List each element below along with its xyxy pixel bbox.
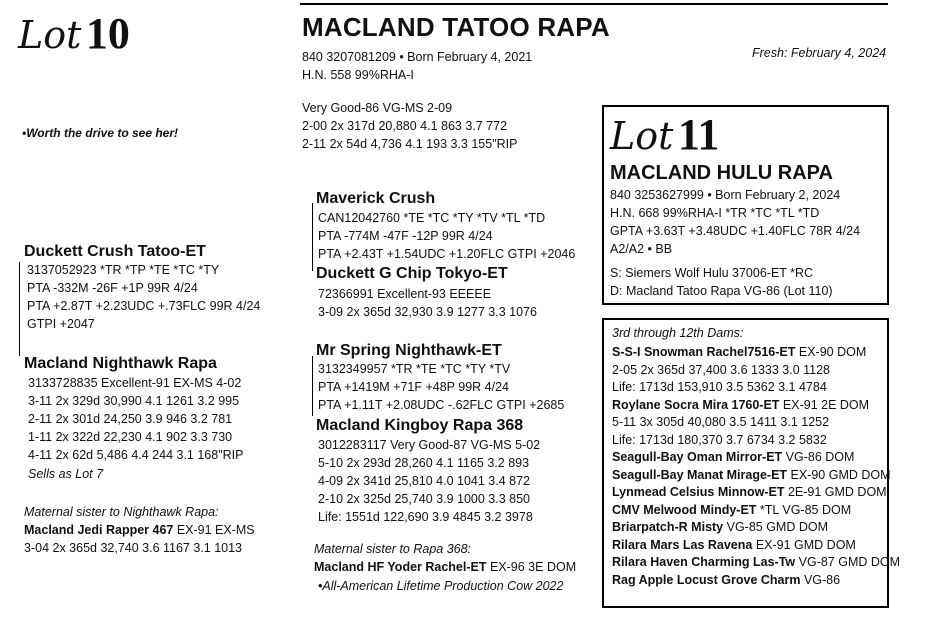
maternal-granddam-line: 3012283117 Very Good-87 VG-MS 5-02 [318,438,541,452]
dam-row-detail: VG-86 DOM [782,450,855,464]
dam-row [612,362,900,380]
lot-11-dam: D: Macland Tatoo Rapa VG-86 (Lot 110) [610,284,833,298]
lot-10-id-line: 840 3207081209 • Born February 4, 2021 [302,50,533,64]
maternal-grandsire-name: Mr Spring Nighthawk-ET [316,342,502,359]
lot-10-record-1: 2-00 2x 317d 20,880 4.1 863 3.7 772 [302,119,508,133]
maternal-granddam-line: 2-10 2x 325d 25,740 3.9 1000 3.3 850 [318,492,530,506]
lot-10-label [18,8,130,59]
dam-row-detail: 2-05 2x 365d 37,400 3.6 1333 3.0 1128 [612,362,831,377]
award-note: •All-American Lifetime Production Cow 2022 [318,579,564,593]
grandsire-line: PTA +2.43T +1.54UDC +1.20FLC GTPI +2046 [318,247,576,261]
fresh-date: Fresh: February 4, 2024 [752,46,887,60]
dam-row-detail: Life: 1713d 153,910 3.5 5362 3.1 4784 [612,380,827,394]
middle-maternal-sister-name: Macland HF Yoder Rachel-ET [314,560,487,574]
dam-row-name: CMV Melwood Mindy-ET [612,502,757,517]
tagline: •Worth the drive to see her! [22,126,179,140]
lot-11-line: A2/A2 • BB [610,242,673,256]
dam-row-detail: VG-87 GMD DOM [795,555,901,569]
maternal-granddam-line: 5-10 2x 293d 28,260 4.1 1165 3.2 893 [318,456,530,470]
dam-row-name: S-S-I Snowman Rachel7516-ET [612,345,796,359]
dams-heading: 3rd through 12th Dams: [612,326,744,340]
pedigree-bracket [19,262,20,356]
lot-11-label [610,109,719,160]
granddam-line: 72366991 Excellent-93 EEEEE [318,287,492,301]
dam-row-detail: *TL VG-85 DOM [756,502,852,517]
dam-row [612,519,900,537]
dam-line: 2-11 2x 301d 24,250 3.9 946 3.2 781 [28,412,233,426]
dam-row-detail: EX-91 2E DOM [779,397,870,412]
maternal-grandsire-line: PTA +1.11T +2.08UDC -.62FLC GTPI +2685 [318,398,565,412]
dam-row-detail: 2E-91 GMD DOM [784,485,887,499]
grandsire-line: PTA -774M -47F -12P 99R 4/24 [318,229,493,243]
dam-row-name: Briarpatch-R Misty [612,520,724,534]
sire-line: GTPI +2047 [27,317,95,331]
dam-row-detail: 5-11 3x 305d 40,080 3.5 1411 3.1 1252 [612,415,830,429]
lot-10-cow-name: MACLAND TATOO RAPA [302,12,610,42]
dam-row-name: Rilara Mars Las Ravena [612,537,753,552]
dam-row-detail: VG-85 GMD DOM [723,520,829,534]
dam-row [612,397,900,415]
pedigree-bracket [312,203,313,271]
granddam-name: Duckett G Chip Tokyo-ET [316,265,508,282]
dam-row-name: Seagull-Bay Manat Mirage-ET [612,467,788,482]
lot-11-line: 840 3253627999 • Born February 2, 2024 [610,188,841,202]
dam-row [612,502,900,520]
dam-row [612,432,900,450]
dam-row-detail: VG-86 [800,572,841,587]
lot-10-record-2: 2-11 2x 54d 4,736 4.1 193 3.3 155"RIP [302,137,518,151]
maternal-sister [24,522,255,540]
grandsire-name: Maverick Crush [316,190,436,207]
sire-line: PTA +2.87T +2.23UDC +.73FLC 99R 4/24 [27,299,261,313]
lot-number: 10 [85,9,130,58]
sire-name: Duckett Crush Tatoo-ET [24,243,206,260]
pedigree-bracket [312,356,313,416]
dam-row [612,554,900,572]
dam-row [612,344,900,362]
sire-line: PTA -332M -26F +1P 99R 4/24 [27,281,198,295]
dam-row-name: Rag Apple Locust Grove Charm [612,572,801,587]
dam-line: 3-11 2x 329d 30,990 4.1 1261 3.2 995 [28,394,240,408]
lot-10-classification: Very Good-86 VG-MS 2-09 [302,101,453,115]
sold-note: Sells as Lot 7 [28,467,104,481]
dam-row-detail: EX-90 GMD DOM [787,467,891,482]
lot-11-sire: S: Siemers Wolf Hulu 37006-ET *RC [610,266,814,280]
lot-word: Lot [610,114,674,158]
dam-line: 1-11 2x 322d 22,230 4.1 902 3.3 730 [28,430,233,444]
dam-line: 3133728835 Excellent-91 EX-MS 4-02 [28,376,242,390]
dam-row [612,484,900,502]
dam-row-detail: EX-90 DOM [795,345,867,359]
dam-row [612,572,900,590]
top-rule [300,3,888,5]
maternal-sister-record: 3-04 2x 365d 32,740 3.6 1167 3.1 1013 [24,541,243,555]
dam-row [612,449,900,467]
dam-row-name: Seagull-Bay Oman Mirror-ET [612,450,783,464]
dam-row-detail: EX-91 GMD DOM [752,537,856,552]
middle-maternal-sister-class: EX-96 3E DOM [486,560,577,574]
lot-11-cow-name: MACLAND HULU RAPA [610,162,833,184]
dam-row-name: Roylane Socra Mira 1760-ET [612,397,780,412]
maternal-granddam-line: Life: 1551d 122,690 3.9 4845 3.2 3978 [318,510,533,524]
middle-maternal-sister [314,559,576,577]
dam-row-name: Lynmead Celsius Minnow-ET [612,485,785,499]
dam-row [612,467,900,485]
dam-row-name: Rilara Haven Charming Las-Tw [612,555,796,569]
grandsire-line: CAN12042760 *TE *TC *TY *TV *TL *TD [318,211,546,225]
lot-number: 11 [677,110,720,159]
sire-line: 3137052923 *TR *TP *TE *TC *TY [27,263,220,277]
lot-11-line: H.N. 668 99%RHA-I *TR *TC *TL *TD [610,206,820,220]
lot-10-hn-line: H.N. 558 99%RHA-I [302,68,414,82]
dam-name: Macland Nighthawk Rapa [24,355,217,372]
maternal-granddam-line: 4-09 2x 341d 25,810 4.0 1041 3.4 872 [318,474,530,488]
maternal-grandsire-line: 3132349957 *TR *TE *TC *TY *TV [318,362,511,376]
dam-line: 4-11 2x 62d 5,486 4.4 244 3.1 168"RIP [28,448,244,462]
maternal-sister-class: EX-91 EX-MS [173,523,255,537]
dam-row [612,414,900,432]
granddam-line: 3-09 2x 365d 32,930 3.9 1277 3.3 1076 [318,305,537,319]
maternal-grandsire-line: PTA +1419M +71F +48P 99R 4/24 [318,380,509,394]
lot-11-line: GPTA +3.63T +3.48UDC +1.40FLC 78R 4/24 [610,224,861,238]
dams-box [602,318,901,608]
maternal-sister-name: Macland Jedi Rapper 467 [24,523,174,537]
dam-row [612,537,900,555]
middle-maternal-note: Maternal sister to Rapa 368: [314,542,472,556]
lot-word: Lot [18,13,82,57]
maternal-granddam-name: Macland Kingboy Rapa 368 [316,417,524,434]
dam-row [612,379,900,397]
maternal-note: Maternal sister to Nighthawk Rapa: [24,505,219,519]
dams-list [612,344,900,589]
lot-11-box [602,105,889,305]
dam-row-detail: Life: 1713d 180,370 3.7 6734 3.2 5832 [612,432,827,447]
